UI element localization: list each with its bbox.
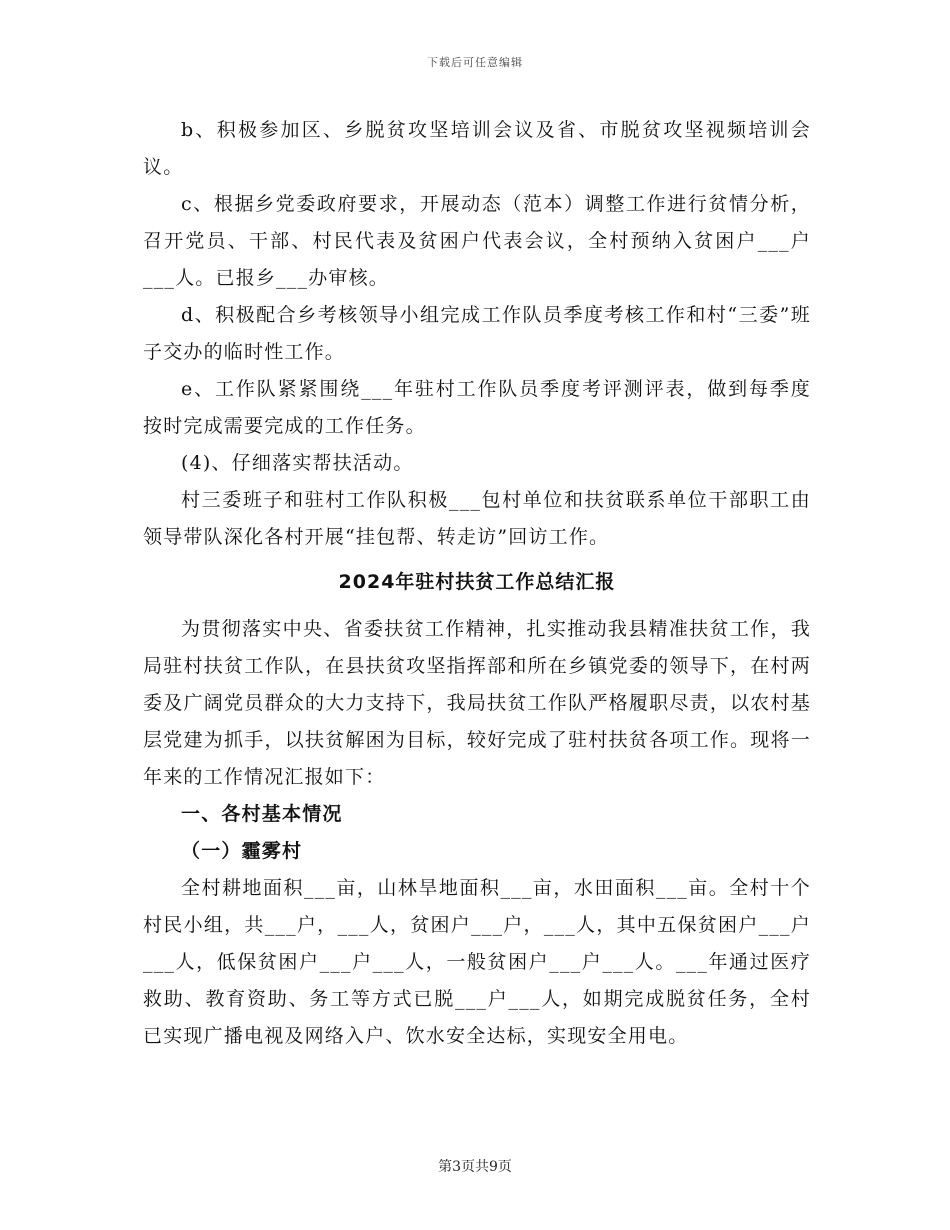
paragraph-d: d、积极配合乡考核领导小组完成工作队员季度考核工作和村“三委”班子交办的临时性工作。: [143, 304, 811, 363]
paragraph-c: c、根据乡党委政府要求，开展动态（范本）调整工作进行贫情分析，召开党员、干部、村民代表及贫困户代表会议，全村预纳入贫困户___户___人。已报乡___办审核。: [143, 193, 811, 289]
paragraph-e: e、工作队紧紧围绕___年驻村工作队员季度考评测评表，做到每季度按时完成需要完成的工作任务。: [143, 378, 811, 437]
intro-paragraph: 为贯彻落实中央、省委扶贫工作精神，扎实推动我县精准扶贫工作，我局驻村扶贫工作队，在县扶贫攻坚指挥部和所在乡镇党委的领导下，在村两委及广阔党员群众的大力支持下，我局扶贫工作队严格履职尽责，以农村基层党建为抓手，以扶贫解困为目标，较好完成了驻村扶贫各项工作。现将一年来的工作情况汇报如下：: [143, 618, 811, 788]
subsection-heading: （一）霾雾村: [181, 840, 303, 862]
village-info-paragraph: 全村耕地面积___亩，山林旱地面积___亩，水田面积___亩。全村十个村民小组，共___户，___人，贫困户___户，___人，其中五保贫困户___户___人，低保贫困户___户___人，一般贫困户___户___人。___年通过医疗救助、教育资助、务工等方式已脱___户___人，如期完成脱贫任务，全村已实现广播电视及网络入户、饮水安全达标，实现安全用电。: [143, 877, 811, 1047]
document-title: 2024年驻村扶贫工作总结汇报: [338, 571, 616, 593]
section-heading: 一、各村基本情况: [181, 803, 343, 825]
paragraph-village-committee: 村三委班子和驻村工作队积极___包村单位和扶贫联系单位干部职工由领导带队深化各村开展“挂包帮、转走访”回访工作。: [143, 489, 811, 548]
page-header: 下载后可任意编辑: [427, 56, 523, 69]
page-number: 第3页共9页: [438, 1159, 512, 1175]
paragraph-b: b、积极参加区、乡脱贫攻坚培训会议及省、市脱贫攻坚视频培训会议。: [143, 119, 811, 178]
paragraph-4: (4)、仔细落实帮扶活动。: [181, 452, 414, 474]
document-body: [143, 112, 811, 1055]
